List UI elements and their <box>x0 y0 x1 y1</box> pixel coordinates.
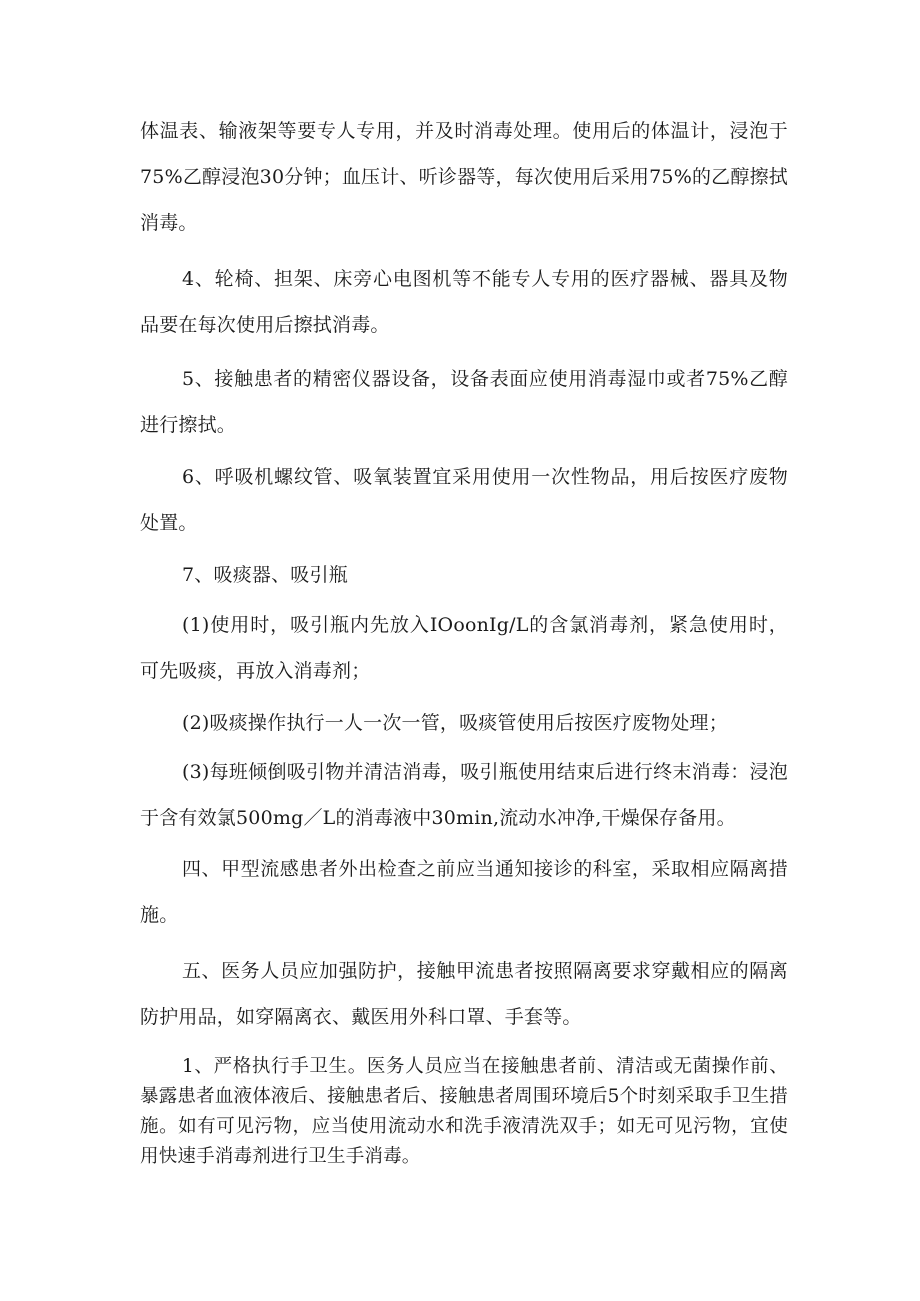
paragraph-item-5: 5、接触患者的精密仪器设备，设备表面应使用消毒湿巾或者75%乙醇进行擦拭。 <box>140 368 788 436</box>
paragraph-item-6: 6、呼吸机螺纹管、吸氧装置宜采用使用一次性物品，用后按医疗废物处置。 <box>140 466 788 534</box>
paragraph-hand-hygiene: 1、严格执行手卫生。医务人员应当在接触患者前、清洁或无菌操作前、暴露患者血液体液后、接触患者后、接触患者周围环境后5个时刻采取手卫生措施。如有可见污物，应当使用流动水和洗手液清洗双手；如无可见污物，宜使用快速手消毒剂进行卫生手消毒。 <box>140 1056 788 1167</box>
paragraph-subitem-1: (1)使用时，吸引瓶内先放入IOoonIg/L的含氯消毒剂，紧急使用时，可先吸痰，再放入消毒剂； <box>140 614 788 682</box>
paragraph-thermometer-disinfection: 体温表、输液架等要专人专用，并及时消毒处理。使用后的体温计，浸泡于75%乙醇浸泡30分钟；血压计、听诊器等，每次使用后采用75%的乙醇擦拭消毒。 <box>140 120 788 234</box>
paragraph-section-4: 四、甲型流感患者外出检查之前应当通知接诊的科室，采取相应隔离措施。 <box>140 858 788 926</box>
paragraph-subitem-2: (2)吸痰操作执行一人一次一管，吸痰管使用后按医疗废物处理； <box>182 712 728 734</box>
paragraph-item-7-heading: 7、吸痰器、吸引瓶 <box>182 564 348 586</box>
paragraph-subitem-3: (3)每班倾倒吸引物并清洁消毒，吸引瓶使用结束后进行终末消毒：浸泡于含有效氯500mg／L的消毒液中30min,流动水冲净,干燥保存备用。 <box>140 761 788 829</box>
paragraph-item-4: 4、轮椅、担架、床旁心电图机等不能专人专用的医疗器械、器具及物品要在每次使用后擦拭消毒。 <box>140 268 788 336</box>
paragraph-section-5: 五、医务人员应加强防护，接触甲流患者按照隔离要求穿戴相应的隔离防护用品，如穿隔离衣、戴医用外科口罩、手套等。 <box>140 960 788 1028</box>
